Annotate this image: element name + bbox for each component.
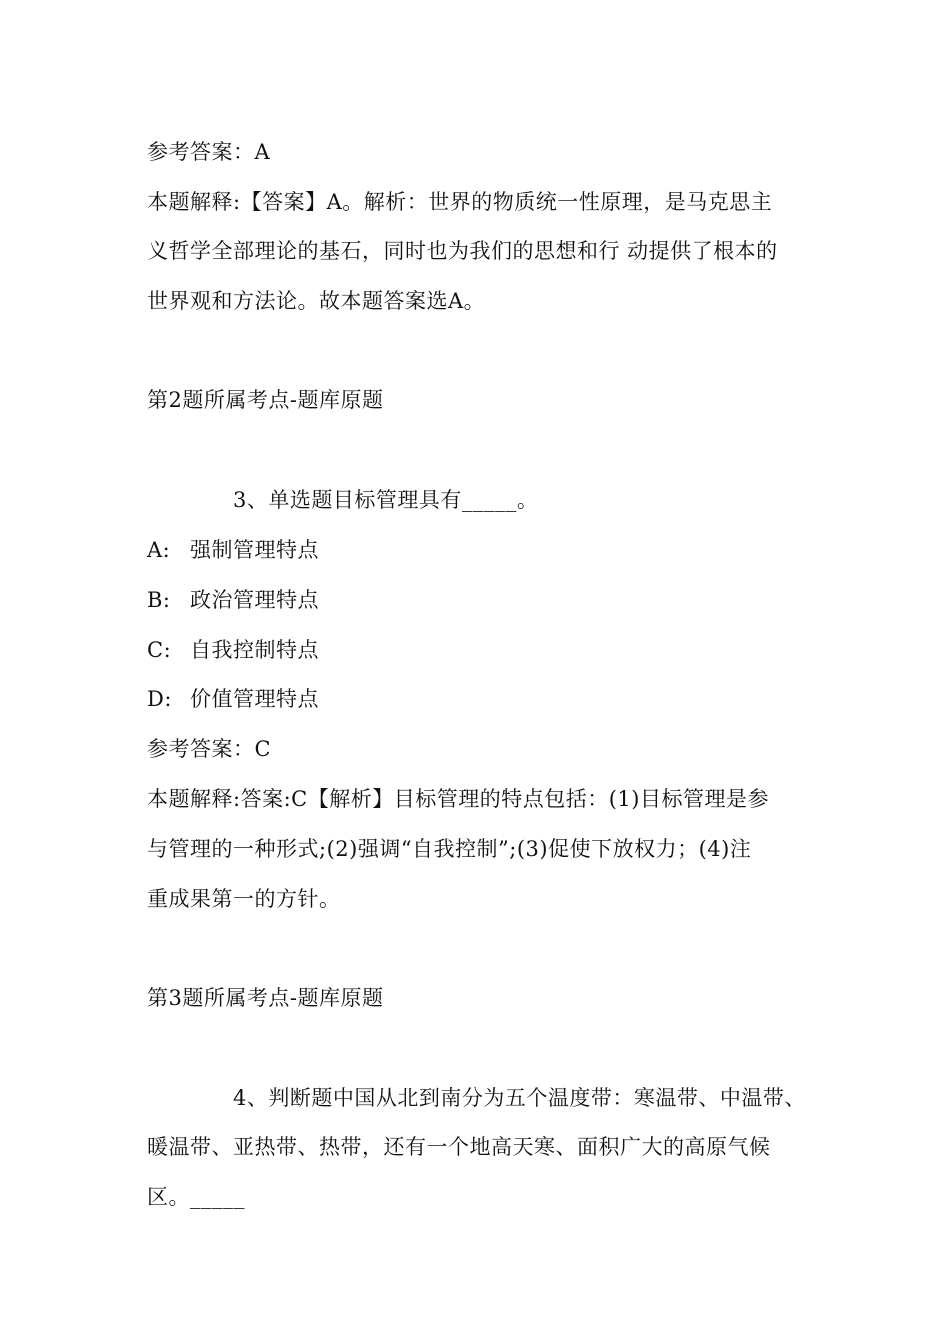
- option-text: 强制管理特点: [190, 538, 319, 562]
- q2-answer: 参考答案：A: [147, 140, 271, 164]
- option-text: 自我控制特点: [190, 638, 319, 662]
- q2-source: 第2题所属考点-题库原题: [147, 388, 384, 412]
- q4-stem-line-3: 区。_____: [147, 1185, 245, 1209]
- q3-option-a: [147, 537, 319, 563]
- option-label: A:: [147, 538, 171, 562]
- option-label: B:: [147, 588, 171, 612]
- q2-explanation-line-2: 义哲学全部理论的基石，同时也为我们的思想和行 动提供了根本的: [147, 239, 778, 263]
- option-text: 价值管理特点: [190, 687, 319, 711]
- q3-explanation-line-3: 重成果第一的方针。: [147, 887, 341, 911]
- q3-option-b: [147, 587, 319, 613]
- q2-explanation-line-3: 世界观和方法论。故本题答案选A。: [147, 289, 486, 313]
- option-label: D:: [147, 687, 172, 711]
- q3-explanation-line-1: 本题解释:答案:C【解析】目标管理的特点包括：(1)目标管理是参: [147, 787, 769, 811]
- q4-stem-line-1: 4、判断题中国从北到南分为五个温度带：寒温带、中温带、: [233, 1086, 806, 1110]
- q3-answer: 参考答案：C: [147, 737, 272, 761]
- q3-option-c: [147, 637, 319, 663]
- option-text: 政治管理特点: [190, 588, 319, 612]
- q3-explanation-line-2: 与管理的一种形式;(2)强调“自我控制”;(3)促使下放权力；(4)注: [147, 837, 752, 861]
- q4-stem-line-2: 暖温带、亚热带、热带，还有一个地高天寒、面积广大的高原气候: [147, 1135, 771, 1159]
- q3-option-d: [147, 686, 319, 712]
- q3-source: 第3题所属考点-题库原题: [147, 986, 384, 1010]
- option-label: C:: [147, 638, 172, 662]
- q3-stem: 3、单选题目标管理具有_____。: [233, 488, 539, 512]
- q2-explanation-line-1: 本题解释:【答案】A。解析：世界的物质统一性原理，是马克思主: [147, 190, 773, 214]
